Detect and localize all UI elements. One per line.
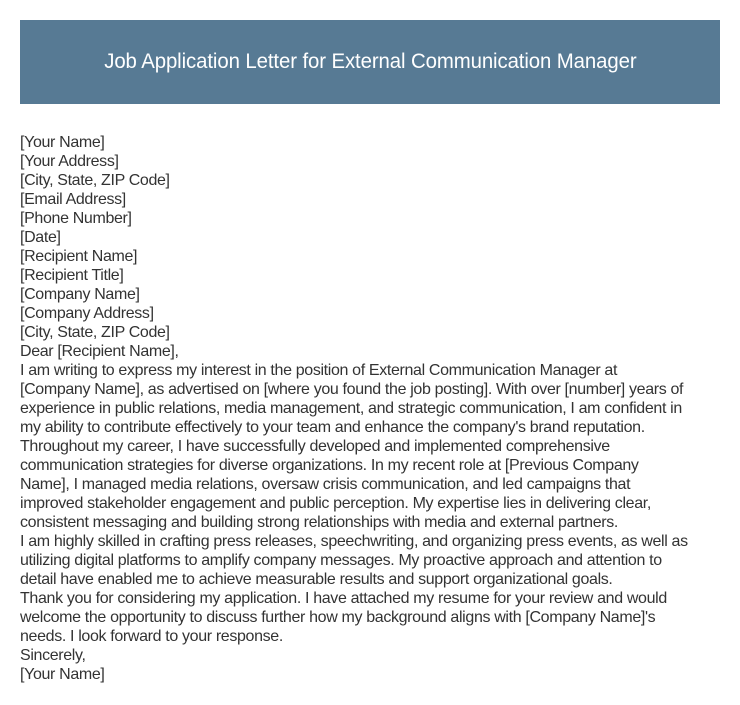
salutation: Dear [Recipient Name], <box>20 343 179 360</box>
recipient-name: [Recipient Name] <box>20 248 138 265</box>
sender-name: [Your Name] <box>20 134 105 151</box>
sender-phone: [Phone Number] <box>20 210 132 227</box>
signature: [Your Name] <box>20 666 105 683</box>
recipient-company-address: [Company Address] <box>20 305 154 322</box>
paragraph-line: Throughout my career, I have successfully developed and implemented comprehensive <box>20 438 610 455</box>
letter-body <box>20 133 725 684</box>
paragraph-line: needs. I look forward to your response. <box>20 628 283 645</box>
recipient-title: [Recipient Title] <box>20 267 124 284</box>
sender-city-state-zip: [City, State, ZIP Code] <box>20 172 170 189</box>
paragraph-line: detail have enabled me to achieve measurable results and support organizational goals. <box>20 571 613 588</box>
paragraph-line: Name], I managed media relations, oversaw crisis communication, and led campaigns that <box>20 476 631 493</box>
paragraph-line: communication strategies for diverse organizations. In my recent role at [Previous Company <box>20 457 639 474</box>
page-header <box>20 20 720 104</box>
closing: Sincerely, <box>20 647 86 664</box>
paragraph-line: improved stakeholder engagement and public perception. My expertise lies in delivering clear, <box>20 495 651 512</box>
paragraph-line: consistent messaging and building strong relationships with media and external partners. <box>20 514 619 531</box>
recipient-city-state-zip: [City, State, ZIP Code] <box>20 324 170 341</box>
sender-email: [Email Address] <box>20 191 126 208</box>
paragraph-line: I am writing to express my interest in the position of External Communication Manager at <box>20 362 618 379</box>
paragraph-line: [Company Name], as advertised on [where you found the job posting]. With over [number] years of <box>20 381 684 398</box>
paragraph-experience <box>20 437 725 532</box>
paragraph-line: welcome the opportunity to discuss further how my background aligns with [Company Name]'s <box>20 609 656 626</box>
paragraph-line: utilizing digital platforms to amplify company messages. My proactive approach and attention to <box>20 552 662 569</box>
sender-address: [Your Address] <box>20 153 119 170</box>
paragraph-skills <box>20 532 725 589</box>
recipient-company: [Company Name] <box>20 286 140 303</box>
paragraph-line: experience in public relations, media management, and strategic communication, I am confident in <box>20 400 682 417</box>
page-title: Job Application Letter for External Communication Manager <box>103 50 637 73</box>
paragraph-line: I am highly skilled in crafting press releases, speechwriting, and organizing press events, as well as <box>20 533 688 550</box>
paragraph-closing <box>20 589 725 646</box>
paragraph-introduction <box>20 361 725 437</box>
paragraph-line: my ability to contribute effectively to your team and enhance the company's brand reputation. <box>20 419 645 436</box>
letter-date: [Date] <box>20 229 61 246</box>
paragraph-line: Thank you for considering my application. I have attached my resume for your review and would <box>20 590 667 607</box>
